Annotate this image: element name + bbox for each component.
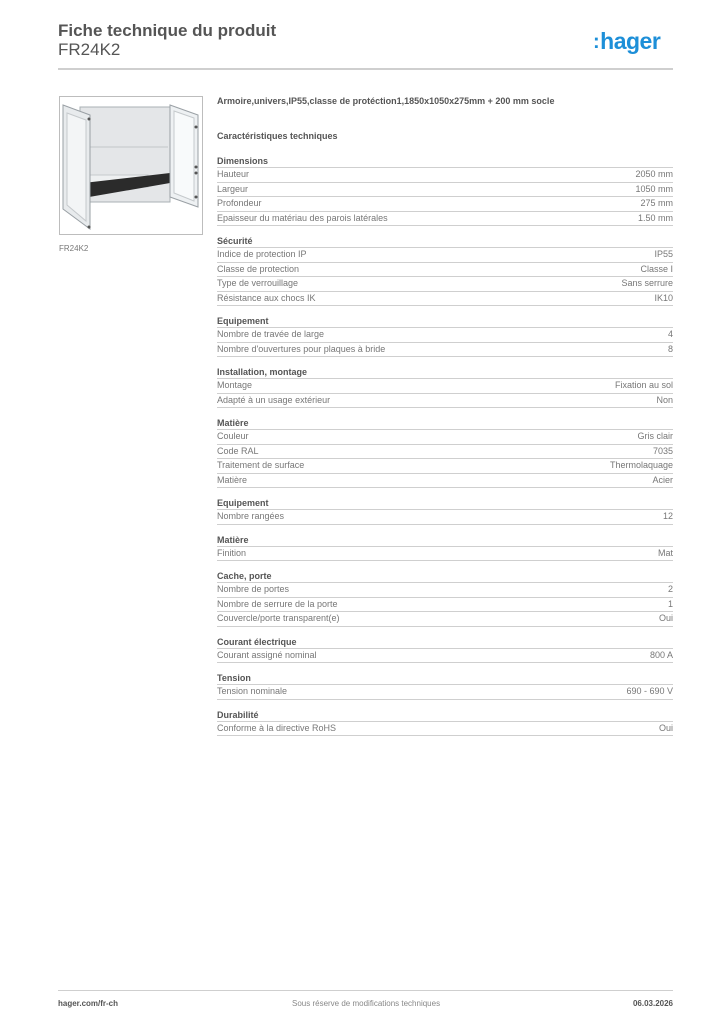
spec-label: Hauteur [217,169,250,179]
spec-row [217,394,673,409]
spec-value: IP55 [654,249,673,259]
logo-text: hager [600,28,661,54]
spec-section [217,234,673,306]
spec-label: Code RAL [217,445,259,456]
section-title: Dimensions [217,154,673,168]
spec-section [217,569,673,627]
spec-label: Indice de protection IP [217,249,307,259]
spec-value: 4 [667,329,673,339]
spec-row [217,649,673,664]
spec-label: Matière [217,474,248,485]
spec-value: Acier [652,474,673,485]
spec-row [217,197,673,212]
spec-row [217,277,673,292]
spec-row [217,445,673,460]
page-title: Fiche technique du produit [58,21,277,40]
section-title: Installation, montage [217,365,673,379]
spec-section [217,533,673,562]
section-title: Matière [217,533,673,547]
spec-label: Courant assigné nominal [217,649,317,660]
product-image [59,96,203,235]
spec-row [217,183,673,198]
spec-row [217,459,673,474]
spec-label: Nombre de travée de large [217,329,325,339]
section-title: Matière [217,416,673,430]
section-title: Equipement [217,314,673,328]
spec-label: Classe de protection [217,263,300,274]
spec-row [217,430,673,445]
spec-section [217,496,673,525]
spec-label: Traitement de surface [217,460,305,470]
spec-value: 7035 [652,445,673,456]
spec-label: Profondeur [217,198,262,208]
spec-label: Nombre d'ouvertures pour plaques à bride [217,343,386,354]
spec-label: Tension nominale [217,686,288,696]
hager-logo [593,28,660,55]
spec-label: Couvercle/porte transparent(e) [217,613,340,623]
spec-label: Nombre de serrure de la porte [217,598,338,609]
section-title: Durabilité [217,708,673,722]
spec-value: 1.50 mm [637,212,673,223]
spec-row [217,263,673,278]
spec-value: Classe I [640,263,673,274]
spec-row [217,722,673,737]
product-description: Armoire,univers,IP55,classe de protéction1,1850x1050x275mm + 200 mm socle [217,96,555,106]
spec-value: 800 A [649,649,673,660]
spec-label: Conforme à la directive RoHS [217,722,337,733]
spec-section [217,314,673,357]
spec-value: Oui [658,613,673,623]
spec-section [217,708,673,737]
spec-value: Oui [658,722,673,733]
spec-value: Thermolaquage [609,460,673,470]
spec-section [217,154,673,226]
spec-value: Mat [657,547,673,558]
spec-row [217,685,673,700]
footer-divider [58,990,673,991]
section-title: Sécurité [217,234,673,248]
spec-value: Non [656,394,673,405]
spec-section [217,416,673,488]
spec-row [217,212,673,227]
spec-value: IK10 [654,292,673,303]
logo-colon-icon: : [593,31,600,53]
spec-row [217,598,673,613]
spec-label: Largeur [217,183,249,194]
spec-label: Finition [217,547,247,558]
specs-sections [217,154,673,736]
spec-label: Montage [217,380,253,390]
spec-row [217,510,673,525]
spec-section [217,365,673,408]
spec-section [217,671,673,700]
product-image-caption: FR24K2 [59,244,89,253]
section-title: Equipement [217,496,673,510]
spec-value: 2 [667,584,673,594]
spec-row [217,583,673,598]
spec-value: Gris clair [637,431,673,441]
spec-label: Epaisseur du matériau des parois latérales [217,212,388,223]
spec-value: 8 [667,343,673,354]
header-divider [58,68,673,70]
spec-label: Nombre rangées [217,511,285,521]
spec-value: 1 [667,598,673,609]
section-title: Courant électrique [217,635,673,649]
footer-disclaimer: Sous réserve de modifications techniques [292,999,441,1008]
cabinet-illustration-icon [60,97,202,234]
spec-label: Type de verrouillage [217,278,299,288]
spec-row [217,343,673,358]
specs-heading: Caractéristiques techniques [217,131,338,141]
spec-section [217,635,673,664]
spec-value: 275 mm [640,198,673,208]
spec-row [217,328,673,343]
footer-website-link[interactable]: hager.com/fr-ch [58,999,119,1008]
spec-row [217,612,673,627]
spec-row [217,547,673,562]
spec-value: 2050 mm [635,169,673,179]
spec-value: Fixation au sol [614,380,673,390]
product-details [217,95,673,744]
spec-row [217,168,673,183]
section-title: Cache, porte [217,569,673,583]
spec-row [217,292,673,307]
spec-label: Adapté à un usage extérieur [217,394,331,405]
spec-value: Sans serrure [621,278,673,288]
spec-row [217,474,673,489]
product-code: FR24K2 [58,40,121,59]
footer-date: 06.03.2026 [632,999,673,1008]
section-title: Tension [217,671,673,685]
spec-row [217,379,673,394]
spec-row [217,248,673,263]
spec-label: Résistance aux chocs IK [217,292,316,303]
spec-value: 12 [662,511,673,521]
spec-label: Nombre de portes [217,584,290,594]
spec-value: 690 - 690 V [626,686,673,696]
spec-label: Couleur [217,431,249,441]
spec-value: 1050 mm [635,183,673,194]
